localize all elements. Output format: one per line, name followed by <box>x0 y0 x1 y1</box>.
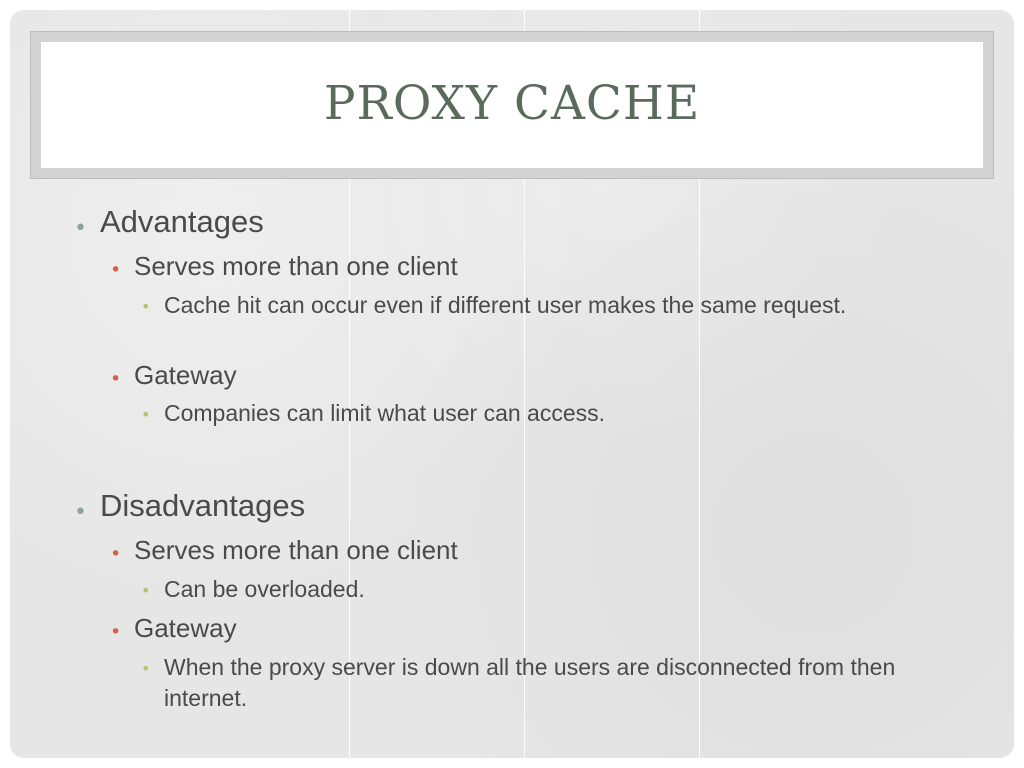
section-heading-disadvantages: Disadvantages <box>100 488 306 523</box>
bullet-level2-icon: • <box>110 368 122 390</box>
list-item-level3: Can be overloaded. <box>164 576 365 602</box>
list-item-level3: Companies can limit what user can access. <box>164 400 606 426</box>
bullet-level3-icon: • <box>141 581 151 600</box>
bullet-level2-icon: • <box>110 543 122 565</box>
list-item-level2: Gateway <box>134 613 237 643</box>
list-item-level3: When the proxy server is down all the users are disconnected from then internet. <box>164 654 896 711</box>
bullet-level1-icon: • <box>74 216 87 241</box>
slide <box>10 10 1014 758</box>
bullet-level3-icon: • <box>141 659 151 678</box>
list-item-level2: Serves more than one client <box>134 535 458 565</box>
bullet-level2-icon: • <box>110 621 122 643</box>
bullet-level2-icon: • <box>110 259 122 281</box>
list-item-level2: Gateway <box>134 360 237 390</box>
slide-content <box>10 10 1014 758</box>
list-item-level2: Serves more than one client <box>134 251 458 281</box>
section-heading-advantages: Advantages <box>100 204 264 239</box>
slide-title: PROXY CACHE <box>323 75 701 131</box>
bullet-level1-icon: • <box>74 500 87 525</box>
bullet-level3-icon: • <box>141 405 151 424</box>
list-item-level3: Cache hit can occur even if different user makes the same request. <box>164 292 847 318</box>
bullet-level3-icon: • <box>141 297 151 316</box>
